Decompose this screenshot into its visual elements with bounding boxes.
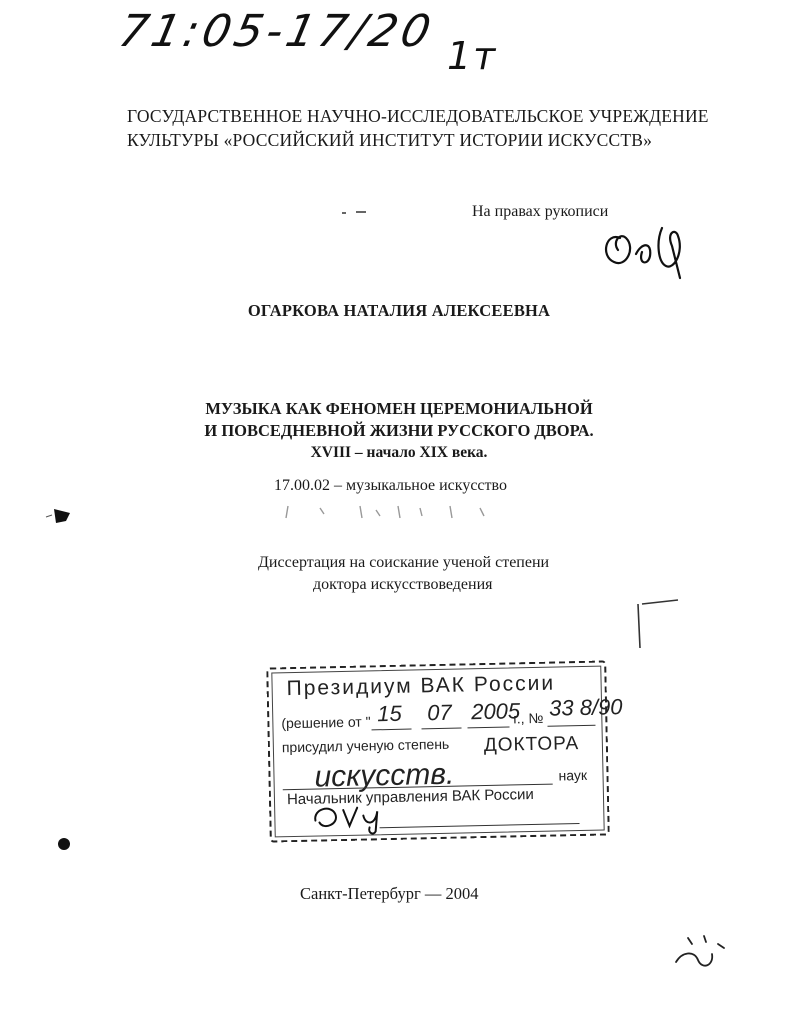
stray-pen-mark [628, 596, 688, 656]
stamp-number-label: г., № [513, 709, 544, 727]
degree-statement [258, 552, 549, 596]
stamp-field-handwritten: искусств. [314, 757, 455, 794]
stamp-decision-label: (решение от " [281, 713, 371, 732]
handwritten-archive-number: 71:05-17/20 [114, 6, 439, 57]
stamp-decision-month: 07 [426, 699, 452, 726]
stamp-head-label: Начальник управления ВАК России [286, 786, 534, 809]
degree-line-2: доктора искусствоведения [313, 576, 493, 593]
vak-approval-stamp [266, 660, 623, 842]
specialty-code: 17.00.02 – музыкальное искусство [274, 477, 507, 494]
institution-header [127, 104, 709, 152]
handwritten-volume-mark: 1т [447, 34, 498, 78]
city-and-year: Санкт-Петербург — 2004 [300, 884, 479, 903]
stamp-decision-day: 15 [376, 700, 402, 727]
manuscript-rights-note: На правах рукописи [472, 203, 609, 220]
margin-mark-top [44, 507, 72, 527]
stamp-awarded-label: присудил ученую степень [281, 735, 450, 756]
dissertation-title [0, 398, 798, 464]
corner-pen-mark [668, 932, 728, 976]
author-name: ОГАРКОВА НАТАЛИЯ АЛЕКСЕЕВНА [247, 301, 551, 320]
title-period: XVIII – начало XIX века. [310, 444, 488, 461]
scan-artifact-marks [280, 500, 520, 524]
stamp-signature [309, 795, 400, 837]
title-line-2: И ПОВСЕДНЕВНОЙ ЖИЗНИ РУССКОГО ДВОРА. [204, 421, 594, 440]
institution-line-1: ГОСУДАРСТВЕННОЕ НАУЧНО-ИССЛЕДОВАТЕЛЬСКОЕ УЧРЕЖДЕНИЕ [127, 106, 709, 126]
stamp-decision-year: 2005 [470, 698, 521, 725]
margin-mark-bottom [54, 834, 74, 854]
author-signature [596, 212, 696, 282]
stamp-degree-value: ДОКТОРА [483, 733, 580, 757]
stamp-science-label: наук [558, 766, 588, 784]
scan-dash-marks [340, 208, 370, 218]
stamp-title: Президиум ВАК России [286, 671, 556, 701]
stamp-decision-number: 33 8/90 [548, 694, 623, 721]
institution-line-2: КУЛЬТУРЫ «РОССИЙСКИЙ ИНСТИТУТ ИСТОРИИ ИСКУССТВ» [127, 130, 653, 150]
title-line-1: МУЗЫКА КАК ФЕНОМЕН ЦЕРЕМОНИАЛЬНОЙ [205, 399, 593, 418]
degree-line-1: Диссертация на соискание ученой степени [258, 554, 550, 571]
